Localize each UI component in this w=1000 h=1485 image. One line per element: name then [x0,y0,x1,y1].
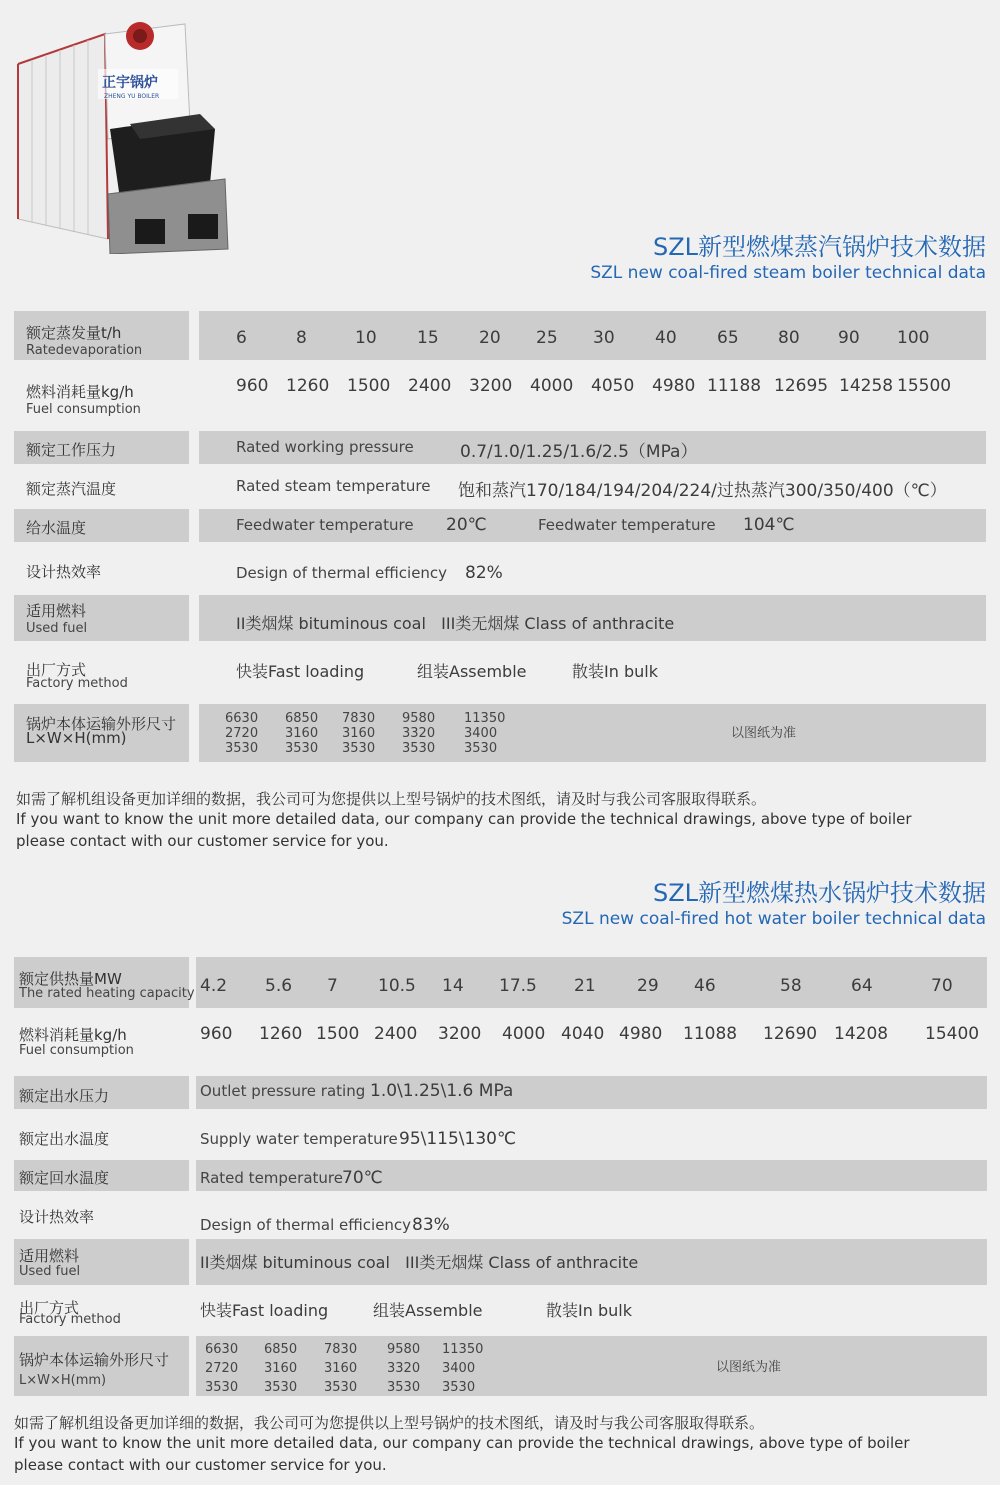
steam-fuel-value: 1500 [347,376,391,396]
steam-fuel-value: 4000 [530,376,574,396]
hot-fuel-value: 1500 [316,1024,360,1044]
brand-logo-en: ZHENG YU BOILER [104,93,160,100]
hot-dims-col: 9580 3320 3530 [387,1342,421,1395]
hot-fuel-label-en: Fuel consumption [19,1043,134,1058]
hot-heat-value: 5.6 [265,976,293,996]
hot-factory-opt1: 快装Fast loading [200,1301,329,1320]
hot-usedfuel-value: II类烟煤 bituminous coal III类无烟煤 Class of anthracite [200,1253,639,1272]
steam-pressure-value: 0.7/1.0/1.25/1.6/2.5（MPa） [460,442,698,462]
steam-feed-en2: Feedwater temperature [538,516,716,534]
hot-factory-opt3: 散装In bulk [546,1301,632,1320]
steam-dims-col: 7830 3160 3530 [342,711,376,756]
steam-pressure-label: 额定工作压力 [26,441,117,459]
steam-title-zh: SZL新型燃煤蒸汽锅炉技术数据 [652,233,986,261]
steam-evap-value: 80 [778,328,800,348]
hot-fuel-label: 燃料消耗量kg/h [19,1026,127,1044]
hot-notice-en2: please contact with our customer service for you. [14,1456,387,1474]
steam-fuel-value: 12695 [774,376,829,396]
steam-fuel-value: 1260 [286,376,330,396]
steam-evap-label-en: Ratedevaporation [26,343,143,358]
steam-usedfuel-label: 适用燃料 [26,602,87,620]
steam-fuel-value: 960 [236,376,269,396]
hot-heat-label: 额定供热量MW [19,970,122,988]
hot-fuel-value: 14208 [834,1024,889,1044]
hot-notice-zh: 如需了解机组设备更加详细的数据，我公司可为您提供以上型号锅炉的技术图纸，请及时与我公司客服取得联系。 [14,1414,765,1432]
hot-eff-label: 设计热效率 [19,1208,95,1226]
steam-fuel-value: 14258 [839,376,894,396]
hot-fuel-value: 11088 [683,1024,738,1044]
hot-heat-value: 70 [931,976,953,996]
hot-heat-value: 21 [574,976,596,996]
hot-fuel-value: 4980 [619,1024,663,1044]
steam-factory-opt3: 散装In bulk [572,662,658,681]
hot-outt-label: 额定出水温度 [19,1130,110,1148]
steam-evap-label: 额定蒸发量t/h [26,324,122,342]
boiler-image [10,14,235,254]
steam-dims-label: 锅炉本体运输外形尺寸 [26,715,177,733]
hot-heat-value: 46 [694,976,716,996]
hot-dims-label: 锅炉本体运输外形尺寸 [19,1351,170,1369]
hot-heat-value: 10.5 [378,976,416,996]
hot-fuel-value: 15400 [925,1024,980,1044]
hot-eff-en: Design of thermal efficiency [200,1216,412,1234]
steam-factory-opt2: 组装Assemble [417,662,527,681]
steam-dims-col: 9580 3320 3530 [402,711,436,756]
hot-dims-col: 7830 3160 3530 [324,1342,358,1395]
hot-heat-label-en: The rated heating capacity [19,986,195,1001]
hot-outt-en: Supply water temperature [200,1130,398,1148]
hot-usedfuel-label: 适用燃料 [19,1247,80,1265]
steam-evap-value: 8 [296,328,307,348]
steam-temp-en: Rated steam temperature [236,477,431,495]
hot-fuel-value: 12690 [763,1024,818,1044]
hot-heat-value: 7 [327,976,338,996]
hot-factory-label: 出厂方式 [19,1299,80,1317]
steam-feed-value1: 20℃ [446,515,487,535]
steam-evap-value: 65 [717,328,739,348]
steam-notice-zh: 如需了解机组设备更加详细的数据，我公司可为您提供以上型号锅炉的技术图纸，请及时与我公司客服取得联系。 [16,790,767,808]
steam-usedfuel-label-en: Used fuel [26,621,88,636]
steam-dims-label-en: L×W×H(mm) [26,729,127,747]
hot-dims-col: 6850 3160 3530 [264,1342,298,1395]
steam-evap-value: 15 [417,328,439,348]
hot-fuel-value: 3200 [438,1024,482,1044]
steam-evap-value: 20 [479,328,501,348]
steam-fuel-label: 燃料消耗量kg/h [26,383,134,401]
steam-eff-en: Design of thermal efficiency [236,564,448,582]
steam-fuel-value: 11188 [707,376,762,396]
steam-feed-label: 给水温度 [26,519,87,537]
steam-fuel-label-en: Fuel consumption [26,402,141,417]
hot-heat-value: 29 [637,976,659,996]
steam-dims-col: 6630 2720 3530 [225,711,259,756]
steam-evap-value: 25 [536,328,558,348]
steam-fuel-value: 3200 [469,376,513,396]
steam-eff-value: 82% [465,563,503,583]
hot-heat-value: 58 [780,976,802,996]
hot-heat-value: 17.5 [499,976,537,996]
hot-title-en: SZL new coal-fired hot water boiler technical data [561,909,986,929]
hot-dims-note: 以图纸为准 [716,1360,782,1375]
hot-fuel-value: 960 [200,1024,233,1044]
hot-outt-value: 95\115\130℃ [399,1129,517,1149]
hot-heat-value: 64 [851,976,873,996]
hot-eff-value: 83% [412,1215,450,1235]
hot-heat-value: 4.2 [200,976,228,996]
hot-fuel-value: 4000 [502,1024,546,1044]
steam-dims-col: 6850 3160 3530 [285,711,319,756]
steam-evap-value: 90 [838,328,860,348]
steam-fuel-value: 4980 [652,376,696,396]
hot-dims-col: 11350 3400 3530 [442,1342,484,1395]
hot-outp-value: 1.0\1.25\1.6 MPa [370,1081,514,1101]
steam-feed-value2: 104℃ [743,515,795,535]
steam-eff-label: 设计热效率 [26,563,102,581]
hot-fuel-value: 1260 [259,1024,303,1044]
steam-pressure-en: Rated working pressure [236,438,414,456]
hot-fuel-value: 4040 [561,1024,605,1044]
hot-factory-label-en: Factory method [19,1312,121,1327]
steam-title-en: SZL new coal-fired steam boiler technical data [590,263,986,283]
hot-fuel-value: 2400 [374,1024,418,1044]
steam-factory-label: 出厂方式 [26,661,87,679]
steam-evap-value: 100 [897,328,930,348]
steam-evap-value: 30 [593,328,615,348]
steam-fuel-value: 15500 [897,376,952,396]
hot-usedfuel-label-en: Used fuel [19,1264,81,1279]
hot-title-zh: SZL新型燃煤热水锅炉技术数据 [652,879,986,907]
hot-heat-value: 14 [442,976,464,996]
hot-ret-en: Rated temperature [200,1169,343,1187]
steam-feed-en1: Feedwater temperature [236,516,414,534]
steam-dims-note: 以图纸为准 [731,726,797,741]
steam-temp-label: 额定蒸汽温度 [26,480,117,498]
steam-dims-col: 11350 3400 3530 [464,711,506,756]
hot-outp-en: Outlet pressure rating [200,1082,366,1100]
steam-notice-en1: If you want to know the unit more detailed data, our company can provide the technical drawings, above type of boiler [16,810,912,828]
steam-evap-value: 40 [655,328,677,348]
steam-usedfuel-value: II类烟煤 bituminous coal III类无烟煤 Class of anthracite [236,614,675,633]
hot-ret-value: 70℃ [342,1168,383,1188]
steam-factory-opt1: 快装Fast loading [236,662,365,681]
steam-factory-label-en: Factory method [26,676,128,691]
hot-factory-opt2: 组装Assemble [373,1301,483,1320]
hot-outp-label: 额定出水压力 [19,1087,110,1105]
hot-dims-col: 6630 2720 3530 [205,1342,239,1395]
steam-temp-value: 饱和蒸汽170/184/194/204/224/过热蒸汽300/350/400（℃） [458,481,947,501]
steam-fuel-value: 2400 [408,376,452,396]
hot-notice-en1: If you want to know the unit more detailed data, our company can provide the technical drawings, above type of boiler [14,1434,910,1452]
steam-notice-en2: please contact with our customer service for you. [16,832,389,850]
hot-ret-label: 额定回水温度 [19,1169,110,1187]
hot-dims-label-en: L×W×H(mm) [19,1373,107,1388]
steam-evap-value: 6 [236,328,247,348]
steam-evap-value: 10 [355,328,377,348]
steam-fuel-value: 4050 [591,376,635,396]
brand-logo-zh: 正宇锅炉 [102,75,158,91]
